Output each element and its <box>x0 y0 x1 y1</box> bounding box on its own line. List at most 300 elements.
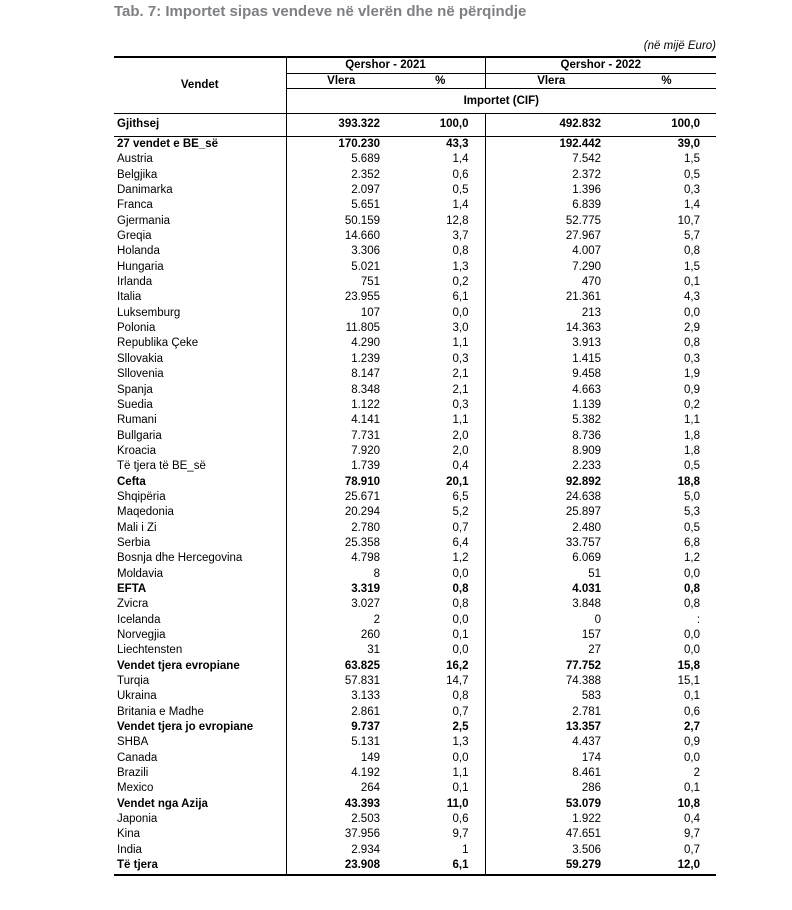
value-2022-cell: 174 <box>485 751 617 766</box>
percent-2022-cell: 0,2 <box>684 398 701 411</box>
value-2022-cell: 6.069 <box>485 551 617 566</box>
country-cell: Vendet tjera evropiane <box>117 659 240 672</box>
value-2021-cell: 2.780 <box>286 521 396 536</box>
imports-table <box>114 56 716 876</box>
table-row <box>114 689 716 704</box>
percent-2022-cell: 1,5 <box>684 153 701 166</box>
percent-2022-cell: 5,3 <box>684 506 701 519</box>
header-percent-2021: % <box>396 74 485 89</box>
percent-2022-cell: 5,0 <box>684 490 701 503</box>
country-cell: Irlanda <box>117 276 153 289</box>
table-row <box>114 705 716 720</box>
percent-2021-cell: 1 <box>462 843 469 856</box>
percent-2021-cell: 0,4 <box>452 460 469 473</box>
value-2021-cell: 3.319 <box>286 582 396 597</box>
value-2021-cell: 25.671 <box>286 490 396 505</box>
table-row <box>114 567 716 582</box>
percent-2022-cell: 1,8 <box>684 429 701 442</box>
percent-2022-cell: 15,1 <box>677 675 701 688</box>
table-row <box>114 735 716 750</box>
header-percent-2022: % <box>617 74 716 89</box>
percent-2022-cell: 0,0 <box>684 567 701 580</box>
value-2021-cell: 57.831 <box>286 674 396 689</box>
country-cell: Bosnja dhe Hercegovina <box>117 552 243 565</box>
percent-2021-cell: 3,0 <box>452 322 469 335</box>
table-row <box>114 306 716 321</box>
percent-2021-cell: 1,3 <box>452 260 469 273</box>
table-row <box>114 429 716 444</box>
table-row <box>114 827 716 842</box>
country-cell: Britania e Madhe <box>117 705 204 718</box>
value-2021-cell: 264 <box>286 781 396 796</box>
percent-2021-cell: 2,5 <box>452 721 469 734</box>
value-2022-cell: 1.922 <box>485 812 617 827</box>
value-2022-cell: 157 <box>485 628 617 643</box>
percent-2021-cell: 14,7 <box>446 675 469 688</box>
value-2022-cell: 0 <box>485 613 617 628</box>
percent-2022-cell: 2 <box>693 767 701 780</box>
table-row <box>114 383 716 398</box>
value-2021-cell: 20.294 <box>286 505 396 520</box>
percent-2022-cell: 6,8 <box>684 536 701 549</box>
table-row <box>114 751 716 766</box>
country-cell: Turqia <box>117 675 150 688</box>
percent-2022-cell: 0,0 <box>684 306 701 319</box>
value-2021-cell: 2.503 <box>286 812 396 827</box>
table-row <box>114 551 716 566</box>
value-2022-cell: 92.892 <box>485 475 617 490</box>
percent-2021-cell: 1,3 <box>452 736 469 749</box>
value-2022-cell: 583 <box>485 689 617 704</box>
value-2021-cell: 63.825 <box>286 659 396 674</box>
table-row <box>114 674 716 689</box>
value-2022-cell: 77.752 <box>485 659 617 674</box>
percent-2021-cell: 6,1 <box>452 291 469 304</box>
value-2022-cell: 192.442 <box>485 137 617 153</box>
country-cell: Spanja <box>117 383 153 396</box>
value-2022-cell: 1.415 <box>485 352 617 367</box>
table-body <box>114 114 716 875</box>
percent-2021-cell: 1,2 <box>452 552 469 565</box>
percent-2022-cell: 0,7 <box>684 843 701 856</box>
header-value-2022: Vlera <box>485 74 617 89</box>
value-2022-cell: 470 <box>485 275 617 290</box>
percent-2021-cell: 6,1 <box>396 858 485 874</box>
percent-2022-cell: 1,5 <box>684 260 701 273</box>
value-2022-cell: 14.363 <box>485 321 617 336</box>
value-2022-cell: 59.279 <box>485 858 617 874</box>
value-2021-cell: 43.393 <box>286 797 396 812</box>
value-2022-cell: 13.357 <box>485 720 617 735</box>
table-row <box>114 597 716 612</box>
table-row <box>114 260 716 275</box>
value-2022-cell: 8.461 <box>485 766 617 781</box>
value-2021-cell: 11.805 <box>286 321 396 336</box>
percent-2021-cell: 6,4 <box>452 536 469 549</box>
percent-2021-cell: 6,5 <box>452 490 469 503</box>
value-2021-cell: 170.230 <box>286 137 396 153</box>
country-cell: Liechtensten <box>117 644 183 657</box>
value-2021-cell: 107 <box>286 306 396 321</box>
header-period-2021: Qershor - 2021 <box>286 57 485 74</box>
table-row <box>114 628 716 643</box>
percent-2021-cell: 0,8 <box>452 582 469 595</box>
value-2022-cell: 7.290 <box>485 260 617 275</box>
percent-2021-cell: 2,1 <box>452 383 469 396</box>
value-2022-cell: 4.007 <box>485 244 617 259</box>
country-cell: Danimarka <box>117 184 173 197</box>
country-cell: Holanda <box>117 245 160 258</box>
percent-2021-cell: 0,1 <box>452 629 469 641</box>
value-2022-cell: 4.437 <box>485 735 617 750</box>
percent-2022-cell: 0,0 <box>684 751 701 764</box>
table-row <box>114 214 716 229</box>
percent-2022-cell: 4,3 <box>684 291 701 304</box>
country-cell: Kina <box>117 828 141 841</box>
value-2022-cell: 286 <box>485 781 617 796</box>
table-row <box>114 797 716 812</box>
value-2021-cell: 149 <box>286 751 396 766</box>
value-2022-cell: 3.506 <box>485 843 617 858</box>
value-2021-cell: 3.133 <box>286 689 396 704</box>
percent-2022-cell: 18,8 <box>677 475 701 488</box>
value-2021-cell: 7.731 <box>286 429 396 444</box>
percent-2022-cell: 0,3 <box>684 352 701 365</box>
value-2021-cell: 78.910 <box>286 475 396 490</box>
table-row <box>114 444 716 459</box>
unit-note: (në mijë Euro) <box>643 40 716 52</box>
percent-2021-cell: 0,8 <box>452 598 469 611</box>
value-2022-cell: 4.031 <box>485 582 617 597</box>
percent-2021-cell: 0,8 <box>452 245 469 258</box>
country-cell: Rumani <box>117 414 157 427</box>
table-row <box>114 613 716 628</box>
value-2022-cell: 6.839 <box>485 198 617 213</box>
percent-2021-cell: 0,6 <box>452 813 469 826</box>
value-2021-cell: 23.908 <box>286 858 396 874</box>
country-cell: Sllovenia <box>117 368 164 381</box>
value-2021-cell: 50.159 <box>286 214 396 229</box>
country-cell: Gjermania <box>117 214 171 227</box>
value-2021-cell: 1.239 <box>286 352 396 367</box>
percent-2021-cell: 0,0 <box>452 751 469 764</box>
value-2021-cell: 4.290 <box>286 336 396 351</box>
table-row <box>114 275 716 290</box>
percent-2021-cell: 2,0 <box>452 429 469 442</box>
country-cell: Icelanda <box>117 613 161 626</box>
percent-2022-cell: 0,9 <box>684 383 701 396</box>
country-cell: SHBA <box>117 736 149 749</box>
percent-2022-cell: 0,5 <box>684 168 701 181</box>
country-cell: Japonia <box>117 813 158 826</box>
percent-2022-cell: 0,8 <box>684 337 701 350</box>
table-row <box>114 198 716 213</box>
value-2022-cell: 9.458 <box>485 367 617 382</box>
percent-2022-cell: 0,1 <box>684 276 701 289</box>
value-2021-cell: 25.358 <box>286 536 396 551</box>
country-cell: 27 vendet e BE_së <box>117 138 219 150</box>
country-cell: Moldavia <box>117 567 164 580</box>
value-2021-cell: 751 <box>286 275 396 290</box>
table-row <box>114 858 716 874</box>
value-2021-cell: 2.097 <box>286 183 396 198</box>
percent-2022-cell: 0,5 <box>684 460 701 473</box>
table-row <box>114 643 716 658</box>
country-cell: Zvicra <box>117 598 149 611</box>
percent-2022-cell: 0,5 <box>684 521 701 534</box>
percent-2022-cell: 0,3 <box>684 184 701 197</box>
percent-2022-cell: 5,7 <box>684 230 701 243</box>
percent-2022-cell: 0,0 <box>684 644 701 657</box>
table-row <box>114 490 716 505</box>
table-row <box>114 244 716 259</box>
country-cell: EFTA <box>117 582 147 595</box>
percent-2022-cell: 0,8 <box>684 245 701 258</box>
value-2022-cell: 74.388 <box>485 674 617 689</box>
country-cell: Ukraina <box>117 690 157 703</box>
percent-2021-cell: 20,1 <box>446 475 469 488</box>
table-row <box>114 168 716 183</box>
value-2022-cell: 2.480 <box>485 521 617 536</box>
table-row <box>114 336 716 351</box>
table-row <box>114 367 716 382</box>
table-row <box>114 398 716 413</box>
value-2022-cell: 8.909 <box>485 444 617 459</box>
percent-2021-cell: 0,6 <box>452 168 469 181</box>
value-2021-cell: 2.352 <box>286 168 396 183</box>
value-2022-cell: 52.775 <box>485 214 617 229</box>
percent-2022-cell: 0,1 <box>684 782 701 795</box>
percent-2021-cell: 1,1 <box>452 337 469 350</box>
country-cell: Shqipëria <box>117 490 166 503</box>
country-cell: Republika Çeke <box>117 337 199 350</box>
value-2022-cell: 2.372 <box>485 168 617 183</box>
country-cell: Canada <box>117 751 158 764</box>
value-2022-cell: 8.736 <box>485 429 617 444</box>
percent-2021-cell: 2,0 <box>452 444 469 457</box>
table-row <box>114 137 716 153</box>
country-cell: Franca <box>117 199 153 212</box>
value-2022-cell: 5.382 <box>485 413 617 428</box>
country-cell: Serbia <box>117 536 151 549</box>
table-row <box>114 766 716 781</box>
table-row <box>114 413 716 428</box>
percent-2021-cell: 1,4 <box>452 153 469 166</box>
header-value-2021: Vlera <box>286 74 396 89</box>
value-2021-cell: 37.956 <box>286 827 396 842</box>
country-cell: Suedia <box>117 398 153 411</box>
value-2022-cell: 27.967 <box>485 229 617 244</box>
header-country: Vendet <box>114 57 286 114</box>
country-cell: Gjithsej <box>114 114 286 137</box>
value-2022-cell: 1.139 <box>485 398 617 413</box>
percent-2022-cell: 2,7 <box>684 721 701 734</box>
value-2021-cell: 1.122 <box>286 398 396 413</box>
percent-2022-cell: 100,0 <box>617 114 716 137</box>
table-row <box>114 475 716 490</box>
table-row <box>114 536 716 551</box>
table-row <box>114 582 716 597</box>
value-2021-cell: 4.798 <box>286 551 396 566</box>
percent-2022-cell: 10,8 <box>677 797 701 810</box>
table-row <box>114 812 716 827</box>
percent-2021-cell: 0,3 <box>452 398 469 411</box>
table-row <box>114 229 716 244</box>
value-2022-cell: 213 <box>485 306 617 321</box>
country-cell: Mali i Zi <box>117 521 157 534</box>
table-row <box>114 843 716 858</box>
percent-2022-cell: 1,4 <box>684 199 701 212</box>
value-2021-cell: 3.306 <box>286 244 396 259</box>
value-2022-cell: 51 <box>485 567 617 582</box>
value-2022-cell: 3.913 <box>485 336 617 351</box>
value-2021-cell: 7.920 <box>286 444 396 459</box>
table-row <box>114 152 716 167</box>
percent-2022-cell: 0,4 <box>684 813 701 826</box>
country-cell: Brazili <box>117 767 149 780</box>
country-cell: Belgjika <box>117 168 158 181</box>
value-2022-cell: 492.832 <box>485 114 617 137</box>
percent-2021-cell: 0,5 <box>452 184 469 197</box>
value-2021-cell: 1.739 <box>286 459 396 474</box>
country-cell: Sllovakia <box>117 352 164 365</box>
value-2021-cell: 3.027 <box>286 597 396 612</box>
table-row <box>114 781 716 796</box>
percent-2022-cell: 39,0 <box>677 138 701 150</box>
value-2021-cell: 8.147 <box>286 367 396 382</box>
country-cell: Vendet nga Azija <box>117 797 208 810</box>
percent-2021-cell: 0,1 <box>452 782 469 795</box>
header-imports-cif: Importet (CIF) <box>286 89 716 114</box>
value-2021-cell: 2 <box>286 613 396 628</box>
country-cell: Të tjera <box>114 858 286 874</box>
percent-2022-cell: 1,2 <box>684 552 701 565</box>
value-2022-cell: 53.079 <box>485 797 617 812</box>
country-cell: Bullgaria <box>117 429 162 442</box>
country-cell: India <box>117 843 142 856</box>
percent-2021-cell: 3,7 <box>452 230 469 243</box>
percent-2021-cell: 0,0 <box>452 567 469 580</box>
value-2021-cell: 8 <box>286 567 396 582</box>
country-cell: Vendet tjera jo evropiane <box>117 721 254 734</box>
value-2021-cell: 8.348 <box>286 383 396 398</box>
value-2021-cell: 5.131 <box>286 735 396 750</box>
value-2021-cell: 9.737 <box>286 720 396 735</box>
value-2022-cell: 2.233 <box>485 459 617 474</box>
percent-2022-cell: 1,8 <box>684 444 701 457</box>
country-cell: Maqedonia <box>117 506 174 519</box>
percent-2021-cell: 0,7 <box>452 521 469 534</box>
percent-2022-cell: 0,8 <box>684 598 701 611</box>
value-2021-cell: 23.955 <box>286 290 396 305</box>
table-row <box>114 321 716 336</box>
value-2022-cell: 2.781 <box>485 705 617 720</box>
value-2021-cell: 4.192 <box>286 766 396 781</box>
percent-2022-cell: 15,8 <box>677 659 701 672</box>
header-period-2022: Qershor - 2022 <box>485 57 716 74</box>
country-cell: Italia <box>117 291 142 304</box>
value-2021-cell: 260 <box>286 628 396 643</box>
percent-2021-cell: 1,1 <box>452 767 469 780</box>
percent-2022-cell: 0,6 <box>684 705 701 718</box>
percent-2021-cell: 0,3 <box>452 352 469 365</box>
percent-2021-cell: 11,0 <box>446 797 469 810</box>
percent-2021-cell: 0,8 <box>452 690 469 703</box>
country-cell: Polonia <box>117 322 156 335</box>
percent-2021-cell: 0,0 <box>452 306 469 319</box>
percent-2021-cell: 12,8 <box>446 214 469 227</box>
country-cell: Të tjera të BE_së <box>117 460 206 473</box>
percent-2021-cell: 1,4 <box>452 199 469 212</box>
value-2021-cell: 14.660 <box>286 229 396 244</box>
value-2021-cell: 5.689 <box>286 152 396 167</box>
percent-2022-cell: : <box>696 613 701 626</box>
table-row <box>114 114 716 137</box>
percent-2022-cell: 1,9 <box>684 368 701 381</box>
percent-2021-cell: 100,0 <box>396 114 485 137</box>
country-cell: Kroacia <box>117 444 156 457</box>
value-2022-cell: 4.663 <box>485 383 617 398</box>
percent-2022-cell: 1,1 <box>684 414 701 427</box>
percent-2022-cell: 0,1 <box>684 690 701 703</box>
country-cell: Luksemburg <box>117 306 181 319</box>
value-2022-cell: 27 <box>485 643 617 658</box>
percent-2022-cell: 0,9 <box>684 736 701 749</box>
percent-2021-cell: 2,1 <box>452 368 469 381</box>
country-cell: Austria <box>117 153 153 166</box>
table-row <box>114 290 716 305</box>
percent-2021-cell: 1,1 <box>452 414 469 427</box>
percent-2022-cell: 0,8 <box>684 582 701 595</box>
value-2021-cell: 4.141 <box>286 413 396 428</box>
value-2022-cell: 47.651 <box>485 827 617 842</box>
percent-2022-cell: 9,7 <box>684 828 701 841</box>
value-2022-cell: 7.542 <box>485 152 617 167</box>
percent-2021-cell: 0,7 <box>452 705 469 718</box>
percent-2021-cell: 0,0 <box>452 613 469 626</box>
value-2021-cell: 31 <box>286 643 396 658</box>
value-2022-cell: 24.638 <box>485 490 617 505</box>
table-row <box>114 352 716 367</box>
percent-2021-cell: 43,3 <box>446 138 469 150</box>
value-2022-cell: 33.757 <box>485 536 617 551</box>
table-row <box>114 505 716 520</box>
value-2022-cell: 21.361 <box>485 290 617 305</box>
value-2022-cell: 3.848 <box>485 597 617 612</box>
value-2021-cell: 5.021 <box>286 260 396 275</box>
value-2021-cell: 2.934 <box>286 843 396 858</box>
percent-2022-cell: 12,0 <box>617 858 716 874</box>
value-2022-cell: 25.897 <box>485 505 617 520</box>
country-cell: Cefta <box>117 475 146 488</box>
value-2021-cell: 393.322 <box>286 114 396 137</box>
table-row <box>114 183 716 198</box>
country-cell: Mexico <box>117 782 154 795</box>
country-cell: Hungaria <box>117 260 164 273</box>
table-row <box>114 521 716 536</box>
value-2022-cell: 1.396 <box>485 183 617 198</box>
percent-2021-cell: 16,2 <box>446 659 469 672</box>
percent-2022-cell: 2,9 <box>684 322 701 335</box>
percent-2021-cell: 9,7 <box>452 828 469 841</box>
table-title: Tab. 7: Importet sipas vendeve në vlerën dhe në përqindje <box>114 3 527 20</box>
percent-2021-cell: 5,2 <box>452 506 469 519</box>
percent-2022-cell: 0,0 <box>684 629 701 641</box>
table-row <box>114 659 716 674</box>
country-cell: Norvegjia <box>117 629 166 641</box>
percent-2022-cell: 10,7 <box>677 214 701 227</box>
value-2021-cell: 5.651 <box>286 198 396 213</box>
